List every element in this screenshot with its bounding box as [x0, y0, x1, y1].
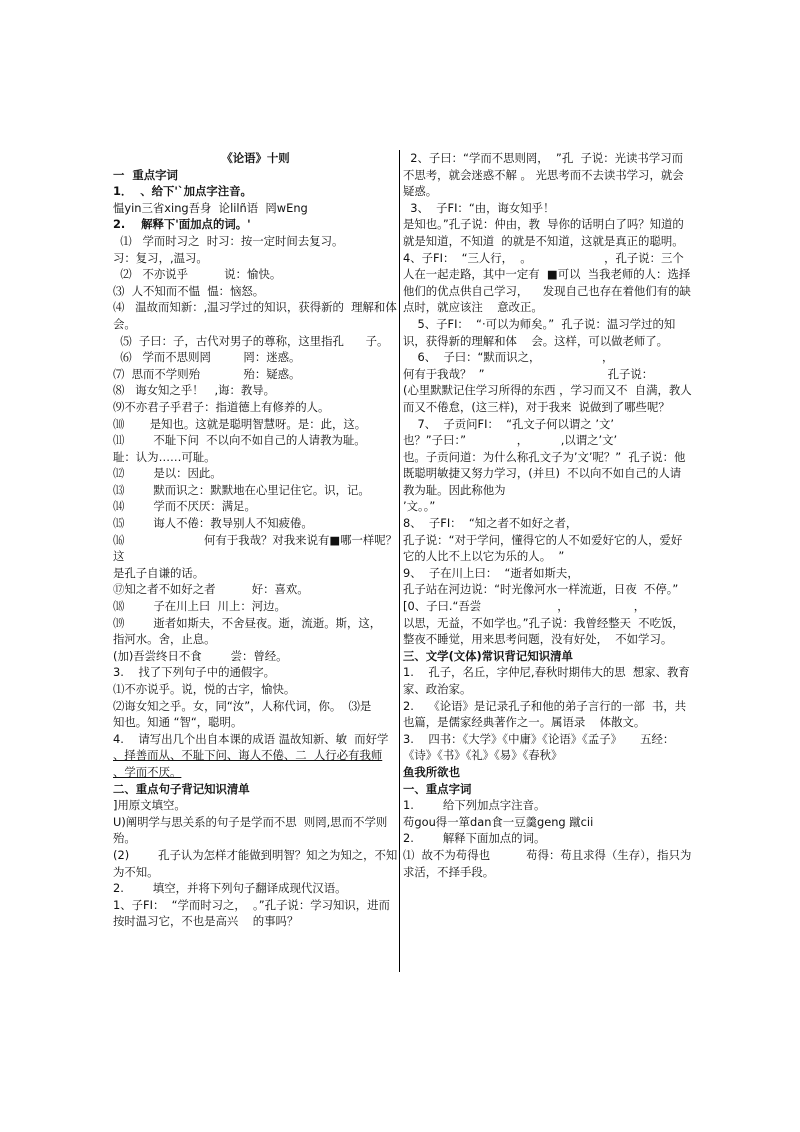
section-heading: 二、重点句子背记知识清单 — [113, 781, 250, 796]
text-line: ⑻ 诲女知之乎！ ,诲：教导。 — [113, 383, 276, 398]
text-line: 习：复习，,温习。 — [113, 250, 208, 265]
text-line: 4、子FI： “三人行， 。 ，孔子说：三个人在一起走路，其中一定有 ■可以 当我老师的人：选择他们的优点供自己学习， 发现自己也存在着他们有的缺点时，就应该注 意改正。 — [403, 250, 691, 315]
text-line: 6、 子曰：“默而识之， ， — [403, 350, 614, 365]
text-line: 8、 子FI： “知之者不如好之者， — [403, 516, 578, 531]
text-line: ⑶ 人不知而不愠 愠：恼怒。 — [113, 283, 265, 298]
text-line: 指河水。舍，止息。 — [113, 632, 216, 647]
document-title: 《论语》十则 — [221, 151, 290, 165]
text-line: ⑰知之者不如好之者 好：喜欢。 — [113, 582, 309, 597]
text-line: 5、子FI： “·可以为师矣。” 孔子说：温习学过的知识，获得新的理解和体 会。这样，可以做老师了。 — [403, 316, 676, 348]
text-line: 1. 孔子，名丘，字仲尼,春秋时期伟大的思 想家、教育家、政治家。 — [403, 665, 690, 696]
text-line: 孔子站在河边说：“时光像河水一样流逝，日夜 不停。” — [403, 582, 679, 597]
text-line: ⒂ 诲人不倦：教导别人不知疲倦。 — [113, 516, 313, 531]
text-line: ⒁ 学而不厌厌：满足。 — [113, 499, 256, 514]
text-line: (2) 孔子认为怎样才能做到明智？知之为知之，不知为不知。 — [113, 847, 398, 879]
section-heading: 三、文学(文体)常识背记知识清单 — [403, 648, 573, 663]
text-line: 知也。知通 “智“，聪明。 — [113, 715, 243, 730]
section-heading: 一 重点字词 — [113, 167, 178, 182]
text-line: ⑼不亦君子乎君子：指道德上有修养的人。 — [113, 399, 330, 414]
text-line: 7、 子贡问FI： “孔文子何以谓之 ’文’ — [403, 416, 614, 431]
text-line: 也？”子曰：” ， ,以谓之’文’ — [403, 433, 618, 448]
text-line: U)阐明学与思关系的句子是学而不思 则罔,思而不学则殆。 — [113, 814, 388, 846]
text-line: 是知也。”孔子说：仲由，教 导你的话明白了吗？知道的就是知道，不知道 的就是不知道，这就是真正的聪明。 — [403, 217, 684, 248]
text-line: 2. 填空，并将下列句子翻译成现代汉语。 — [113, 881, 347, 896]
text-line: (加)吾尝终日不食 尝：曾经。 — [113, 648, 288, 663]
text-line: ’文。。” — [403, 499, 436, 514]
text-line: 2. 《论语》是记录孔子和他的弟子言行的一部 书，共也篇，是儒家经典著作之一。属语录 体散文。 — [403, 698, 687, 730]
text-line: 1. 给下列加点字注音。 — [403, 798, 546, 813]
text-line: 4. 请写出几个出自本课的成语 温故知新、敏 而好学 — [113, 731, 389, 746]
text-line: ⑵ 不亦说乎 说：愉快。 — [113, 267, 282, 282]
question-heading: 1． 、给下'`加点字注音。 — [113, 184, 252, 199]
text-line: ⑴ 故不为苟得也 苟得：苟且求得（生存），指只为求活，不择手段。 — [403, 847, 692, 879]
text-line: 愠yin三省xing吾身 论lilñ语 罔wEng — [113, 200, 308, 215]
text-line: ⒆ 逝者如斯夫，不舍昼夜。逝，流逝。斯，这， — [113, 615, 382, 630]
left-column — [113, 150, 398, 930]
text-line: 也。子贡问道：为什么称孔文子为’文’呢？” 孔子说：他既聪明敏捷又努力学习，(并旦) 不以向不如自己的人请教为耻。因此称他为 — [403, 449, 686, 497]
text-line: ⑴不亦说乎。说，悦的古字，愉快。 — [113, 682, 296, 696]
text-line: 9、 子在川上曰： “逝者如斯夫， — [403, 565, 579, 580]
text-line: ⑵诲女知之乎。女，同“汝”，人称代词，你。 ⑶是 — [113, 698, 372, 713]
text-line: 2、子曰：“学而不思则罔， ”孔 子说：光读书学习而不思考，就会迷惑不解 。 光思考而不去读书学习，就会疑惑。 — [403, 151, 684, 199]
text-line: 3、 子FI：“由，诲女知乎！ — [403, 200, 555, 215]
section-heading: 一、重点字词 — [403, 781, 472, 796]
text-line: 、择善而从、不耻下问、诲人不倦、二 人行必有我师 — [113, 748, 383, 763]
text-line: 耻：认为……可耻。 — [113, 449, 216, 464]
text-line: 1、子FI： “学而时习之， 。”孔子说：学习知识，进而按时温习它，不也是高兴 的事吗？ — [113, 897, 390, 929]
text-line: ⑸ 子曰：子，古代对男子的尊称，这里指孔 子。 — [113, 333, 389, 348]
text-line: 、学而不厌。 — [113, 764, 182, 779]
text-line: 以思，无益，不如学也。”孔子说：我曾经整天 不吃饭，整夜不睡觉，用来思考问题，没有好处， 不如学习。 — [403, 615, 684, 647]
text-line: ⑺ 思而不学则殆 殆：疑惑。 — [113, 366, 301, 381]
text-line: 是孔子自谦的话。 — [113, 565, 205, 580]
text-line: 孔子说：“对于学问，懂得它的人不如爱好它的人，爱好它的人比不上以它为乐的人。 ” — [403, 532, 683, 564]
question-heading: 2. 解释下'面加点的词。' — [113, 217, 251, 232]
text-line: ]用原文填空。 — [113, 798, 186, 813]
text-line: 2. 解释下面加点的词。 — [403, 831, 546, 846]
text-line: ⑴ 学而时习之 时习：按一定时间去复习。 — [113, 233, 344, 248]
text-line: ⒅ 子在川上曰 川上：河边。 — [113, 599, 286, 614]
text-line: ⒃ 何有于我哉？对我来说有■哪一样呢？这 — [113, 532, 398, 564]
text-line: ⑾ 不耻下问 不以向不如自己的人请教为耻。 — [113, 433, 366, 448]
text-line: 苟gou得一箪dan食一豆羹geng 蹴cii — [403, 814, 594, 829]
text-line: (心里默默记住学习所得的东西 ，学习而又不 自满，教人而又不倦怠，(这三样)，对于我来 说做到了哪些呢？ — [403, 383, 692, 414]
text-line: 3. 找了下列句子中的通假字。 — [113, 665, 276, 680]
column-divider — [399, 150, 400, 972]
text-line: 何有于我哉？ ” 孔子说： — [403, 366, 654, 381]
text-line: ⑹ 学而不思则罔 罔：迷惑。 — [113, 350, 301, 365]
text-line: ⑿ 是以：因此。 — [113, 466, 222, 481]
right-column — [403, 150, 692, 880]
text-line: 3. 四书：《大学》《中庸》《论语》《孟子》 五经：《诗》《书》《礼》《易》《春秋》 — [403, 731, 675, 763]
lesson-title: 鱼我所欲也 — [403, 764, 460, 779]
text-line: [0、子曰.“吾尝 ， ， — [403, 599, 646, 614]
text-line: ⑽ 是知也。这就是聪明智慧呀。是：此，这。 — [113, 416, 367, 431]
text-line: ⒀ 默而识之：默默地在心里记住它。识，记。 — [113, 482, 370, 497]
text-line: ⑷ 温故而知新：,温习学过的知识，获得新的 理解和体会。 — [113, 300, 397, 331]
